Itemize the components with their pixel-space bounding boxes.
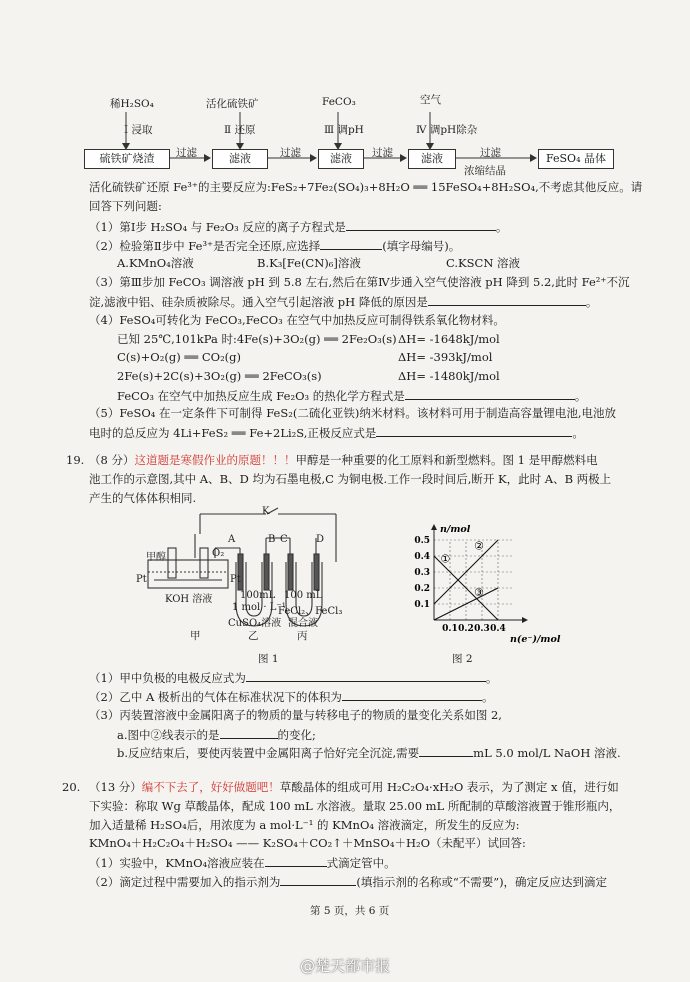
- q18-intro-1: 活化硫铁矿还原 Fe³⁺的主要反应为:FeS₂+7Fe₂(SO₄)₃+8H₂O ══ 15FeSO₄+8H₂SO₄,不考虑其他反应。请: [89, 180, 643, 194]
- q20-text-4: KMnO₄＋H₂C₂O₄＋H₂SO₄ —— K₂SO₄＋CO₂↑＋MnSO₄＋H₂O（未配平）试回答:: [89, 836, 526, 850]
- chart-x-label: n(e⁻)/mol: [510, 634, 561, 645]
- flow-step-3: Ⅲ 调pH: [324, 124, 364, 136]
- chart-xtick-label: 0.3: [474, 624, 490, 634]
- flow-step-2: Ⅱ 还原: [224, 124, 256, 136]
- chart-series-label: ③: [474, 586, 484, 599]
- q19-red-note: 这道题是寒假作业的原题！！！: [134, 453, 296, 467]
- q20-part-1-text: （1）实验中，KMnO₄溶液应装在: [89, 856, 265, 870]
- flow-label-pyrite: 活化硫铁矿: [206, 98, 259, 110]
- q18-answer-2[interactable]: [320, 238, 382, 250]
- fig1-label-pt-left: Pt: [136, 574, 147, 585]
- q18-part-3b-text: 淀,滤液中铝、硅杂质被除尽。通入空气引起溶液 pH 降低的原因是: [89, 295, 428, 309]
- flow-box-crystal: FeSO₄ 晶体: [538, 149, 614, 169]
- fig1-label-methanol: 甲醇: [146, 552, 166, 563]
- fig1-label-jia: 甲: [190, 630, 201, 642]
- q20-part-1-tail: 式滴定管中。: [326, 856, 396, 870]
- fig1-label-koh: KOH 溶液: [165, 594, 213, 605]
- flow-label-air: 空气: [420, 94, 441, 106]
- chart-y-label: n/mol: [440, 524, 471, 535]
- fig1-caption: 图 1: [258, 653, 279, 665]
- q20-part-2-text: （2）滴定过程中需要加入的指示剂为: [89, 875, 281, 889]
- q18-part-2-text: （2）检验第Ⅱ步中 Fe³⁺是否完全还原,应选择: [89, 239, 321, 253]
- q19-part-3: （3）丙装置溶液中金属阳离子的物质的量与转移电子的物质的量变化关系如图 2,: [89, 708, 502, 722]
- fig1-label-sol-c1: 100 mL: [284, 590, 323, 601]
- page-footer: 第 5 页，共 6 页: [310, 905, 390, 917]
- q18-intro-2: 回答下列问题:: [89, 199, 162, 213]
- fig1-label-sol-b3: CuSO₄溶液: [228, 618, 282, 629]
- q18-option-c: C.KSCN 溶液: [446, 256, 521, 270]
- q18-part-4: （4）FeSO₄可转化为 FeCO₃,FeCO₃ 在空气中加热反应可制得铁系氧化物材料。: [89, 313, 505, 327]
- q20-red-note: 编不下去了，好好做题吧！: [141, 780, 280, 794]
- q18-part-2: [89, 238, 460, 253]
- watermark: @楚天都市报: [300, 957, 391, 975]
- q18-eq-1: 已知 25℃,101kPa 时:4Fe(s)+3O₂(g) ══ 2Fe₂O₃(s): [117, 332, 397, 346]
- q18-part-4b-text: FeCO₃ 在空气中加热反应生成 Fe₂O₃ 的热化学方程式是: [117, 389, 405, 403]
- fig1-label-k: K: [262, 506, 270, 517]
- q19-part-3a-text: a.图中②线表示的是: [117, 728, 220, 742]
- q20-text-1: 草酸晶体的组成可用 H₂C₂O₄·xH₂O 表示，为了测定 x 值，进行如: [279, 780, 619, 794]
- chart-series-label: ②: [474, 539, 484, 553]
- q19-answer-1[interactable]: [246, 670, 486, 682]
- q18-eq-2: C(s)+O₂(g) ══ CO₂(g): [117, 350, 242, 364]
- fig1-label-pt-right: Pt: [230, 574, 241, 585]
- q19-part-3a-tail: 的变化;: [277, 728, 316, 742]
- q20-text-3: 加入适量稀 H₂SO₄后，用浓度为 a mol·L⁻¹ 的 KMnO₄ 溶液滴定，所发生的反应为:: [89, 818, 520, 832]
- q19-part-1-text: （1）甲中负极的电极反应式为: [89, 671, 246, 685]
- q19-answer-3a[interactable]: [220, 727, 278, 739]
- q20-part-1: [89, 855, 396, 870]
- q18-part-1-text: （1）第Ⅰ步 H₂SO₄ 与 Fe₂O₃ 反应的离子方程式是: [89, 220, 346, 234]
- q19-text-2: 池工作的示意图,其中 A、B、D 均为石墨电极,C 为铜电极.工作一段时间后,断开 K，此时 A、B 两极上: [89, 472, 612, 486]
- q19-number: 19.: [66, 453, 85, 467]
- flow-box-filtrate-3: 滤液: [408, 149, 456, 169]
- q18-dh-2: ΔH= -393kJ/mol: [398, 350, 493, 364]
- q18-part-1: （1）第Ⅰ步 H₂SO₄ 与 Fe₂O₃ 反应的离子方程式是 。: [89, 220, 508, 234]
- q20-part-2-tail: (填指示剂的名称或“不需要”)，确定反应达到滴定: [356, 875, 608, 889]
- q18-dh-1: ΔH= -1648kJ/mol: [398, 332, 500, 346]
- q19-part-3b-text: b.反应结束后，要使丙装置中金属阳离子恰好完全沉淀,需要: [117, 746, 420, 760]
- q18-option-a: A.KMnO₄溶液: [117, 256, 194, 270]
- flow-arrow-label-4: 过滤: [480, 147, 501, 159]
- q18-answer-1[interactable]: [346, 219, 496, 231]
- flow-arrow-label-1: 过滤: [176, 147, 197, 159]
- flow-box-filtrate-2: 滤液: [318, 149, 364, 169]
- q19-score: （8 分）: [89, 453, 135, 467]
- chart-xtick-label: 0.2: [458, 624, 474, 634]
- q20-number: 20.: [62, 780, 81, 794]
- q19-part-2: （2）乙中 A 极析出的气体在标准状况下的体积为 。: [89, 690, 494, 704]
- q18-part-4b: FeCO₃ 在空气中加热反应生成 Fe₂O₃ 的热化学方程式是 。: [117, 389, 587, 403]
- chart-ytick-label: 0.1: [414, 600, 430, 610]
- chart-ytick-label: 0.5: [414, 536, 430, 546]
- q19-text-3: 产生的气体体积相同.: [89, 491, 197, 505]
- chart-y-arrow: [431, 524, 437, 530]
- flow-arrow-label-3: 过滤: [372, 147, 393, 159]
- q20-answer-1[interactable]: [265, 855, 327, 867]
- flow-label-h2so4: 稀H₂SO₄: [110, 98, 154, 110]
- flow-box-slag: 硫铁矿烧渣: [84, 149, 170, 169]
- q19-part-3a: [117, 727, 316, 742]
- figure-2-chart: [404, 520, 561, 645]
- chart-ytick-label: 0.3: [414, 568, 430, 578]
- q18-part-5b-text: 电时的总反应为 4Li+FeS₂ ══ Fe+2Li₂S,正极反应式是: [89, 426, 377, 440]
- q19-part-3b: [117, 745, 621, 760]
- fig1-label-b: B: [268, 534, 276, 545]
- q20-answer-2[interactable]: [280, 874, 356, 886]
- chart-series-label: ①: [440, 552, 451, 566]
- q19-first-line: [89, 453, 598, 467]
- q18-part-5a: （5）FeSO₄ 在一定条件下可制得 FeS₂(二硫化亚铁)纳米材料。该材料可用于制造高容量锂电池,电池放: [89, 406, 616, 420]
- flow-box-filtrate-1: 滤液: [212, 149, 268, 169]
- q18-part-3a: （3）第Ⅲ步加 FeCO₃ 调溶液 pH 到 5.8 左右,然后在第Ⅳ步通入空气使溶液 pH 降到 5.2,此时 Fe²⁺不沉: [89, 275, 630, 289]
- q19-answer-2[interactable]: [342, 689, 482, 701]
- fig1-label-a: A: [228, 534, 236, 545]
- fig1-label-d: D: [316, 534, 325, 545]
- flow-under-label: 浓缩结晶: [464, 165, 506, 177]
- fig1-label-c: C: [280, 534, 288, 545]
- chart-ytick-label: 0.2: [414, 584, 430, 594]
- q18-eq-3: 2Fe(s)+2C(s)+3O₂(g) ══ 2FeCO₃(s): [117, 369, 322, 383]
- q18-answer-5[interactable]: [376, 425, 572, 437]
- q18-option-b: B.K₃[Fe(CN)₆]溶液: [257, 256, 361, 270]
- flow-step-4: Ⅳ 调pH除杂: [416, 124, 478, 136]
- q18-answer-3[interactable]: [428, 294, 586, 306]
- fig1-label-sol-c2: FeCl₂、FeCl₃: [278, 606, 343, 617]
- q20-text-2: 下实验：称取 Wg 草酸晶体，配成 100 mL 水溶液。量取 25.00 mL 所配制的草酸溶液置于锥形瓶内，: [89, 799, 621, 813]
- q19-part-2-text: （2）乙中 A 极析出的气体在标准状况下的体积为: [89, 690, 342, 704]
- chart-x-arrow: [522, 617, 528, 623]
- fig1-label-o2: O₂: [212, 548, 225, 559]
- q19-part-1: （1）甲中负极的电极反应式为 。: [89, 671, 498, 685]
- q20-score: （13 分）: [89, 780, 142, 794]
- q18-part-5b: 电时的总反应为 4Li+FeS₂ ══ Fe+2Li₂S,正极反应式是 。: [89, 426, 584, 440]
- q18-answer-4[interactable]: [405, 388, 575, 400]
- q19-part-3b-tail: mL 5.0 mol/L NaOH 溶液.: [473, 746, 621, 760]
- flow-step-1: Ⅰ 浸取: [124, 124, 153, 136]
- chart-xtick-label: 0.4: [490, 624, 506, 634]
- q20-part-2: [89, 874, 607, 889]
- q19-answer-3b[interactable]: [419, 745, 473, 757]
- fig1-label-yi: 乙: [248, 630, 259, 642]
- q19-text-1: 甲醇是一种重要的化工原料和新型燃料。图 1 是甲醇燃料电: [295, 453, 598, 467]
- fig1-label-sol-c3: 混合液: [288, 618, 318, 629]
- q18-part-2-tail: (填字母编号)。: [382, 239, 461, 253]
- fig1-label-bing: 丙: [297, 630, 308, 642]
- chart-ytick-label: 0.4: [414, 552, 430, 562]
- fig2-caption: 图 2: [452, 653, 473, 665]
- q20-first-line: [89, 780, 619, 794]
- chart-xtick-label: 0.1: [442, 624, 458, 634]
- flow-label-feco3: FeCO₃: [322, 96, 356, 108]
- flow-arrow-label-2: 过滤: [280, 147, 301, 159]
- fig1-label-sol-b1: 100mL: [240, 590, 276, 601]
- q18-part-3b: 淀,滤液中铝、硅杂质被除尽。通入空气引起溶液 pH 降低的原因是 。: [89, 295, 598, 309]
- fig1-label-sol-b2: 1 mol · L⁻¹: [232, 602, 286, 613]
- q18-dh-3: ΔH= -1480kJ/mol: [398, 369, 500, 383]
